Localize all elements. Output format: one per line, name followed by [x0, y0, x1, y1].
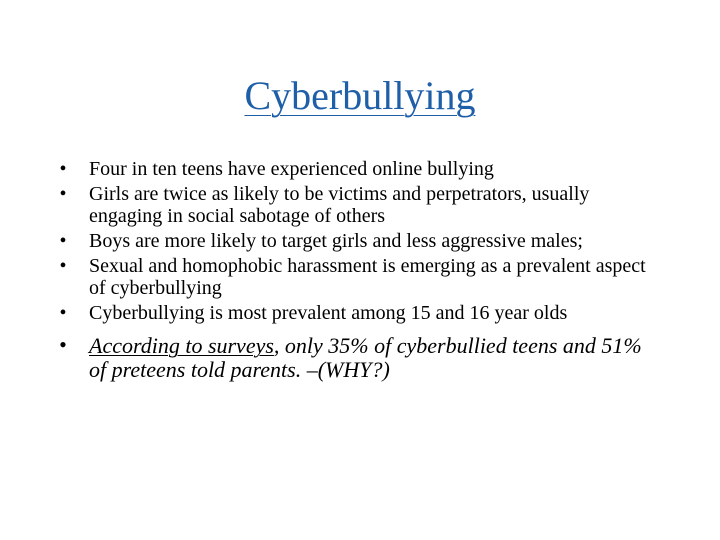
bullet-text: Cyberbullying is most prevalent among 15 and 16 year olds: [89, 302, 568, 324]
bullet-list: [56, 158, 656, 385]
bullet-item: [56, 230, 656, 252]
bullet-item: [56, 255, 656, 299]
bullet-text: Sexual and homophobic harassment is emerging as a prevalent aspect of cyberbullying: [89, 255, 646, 299]
bullet-icon: •: [59, 332, 67, 357]
bullet-icon: •: [59, 255, 67, 277]
bullet-text: Four in ten teens have experienced online bullying: [89, 158, 494, 180]
bullet-text: Boys are more likely to target girls and less aggressive males;: [89, 230, 583, 252]
bullet-icon: •: [59, 302, 67, 324]
slide-title: Cyberbullying: [244, 73, 476, 118]
survey-link-text: According to surveys: [89, 333, 274, 358]
bullet-item-survey: [56, 334, 656, 382]
bullet-icon: •: [59, 183, 67, 205]
bullet-item: [56, 158, 656, 180]
bullet-text: Girls are twice as likely to be victims and perpetrators, usually engaging in social sabotage of others: [89, 183, 590, 227]
survey-statement-text: , only 35% of cyberbullied teens and 51% of preteens told parents. –(WHY?): [89, 333, 642, 382]
bullet-icon: •: [59, 158, 67, 180]
bullet-icon: •: [59, 230, 67, 252]
bullet-item: [56, 183, 656, 227]
bullet-item: [56, 302, 656, 324]
